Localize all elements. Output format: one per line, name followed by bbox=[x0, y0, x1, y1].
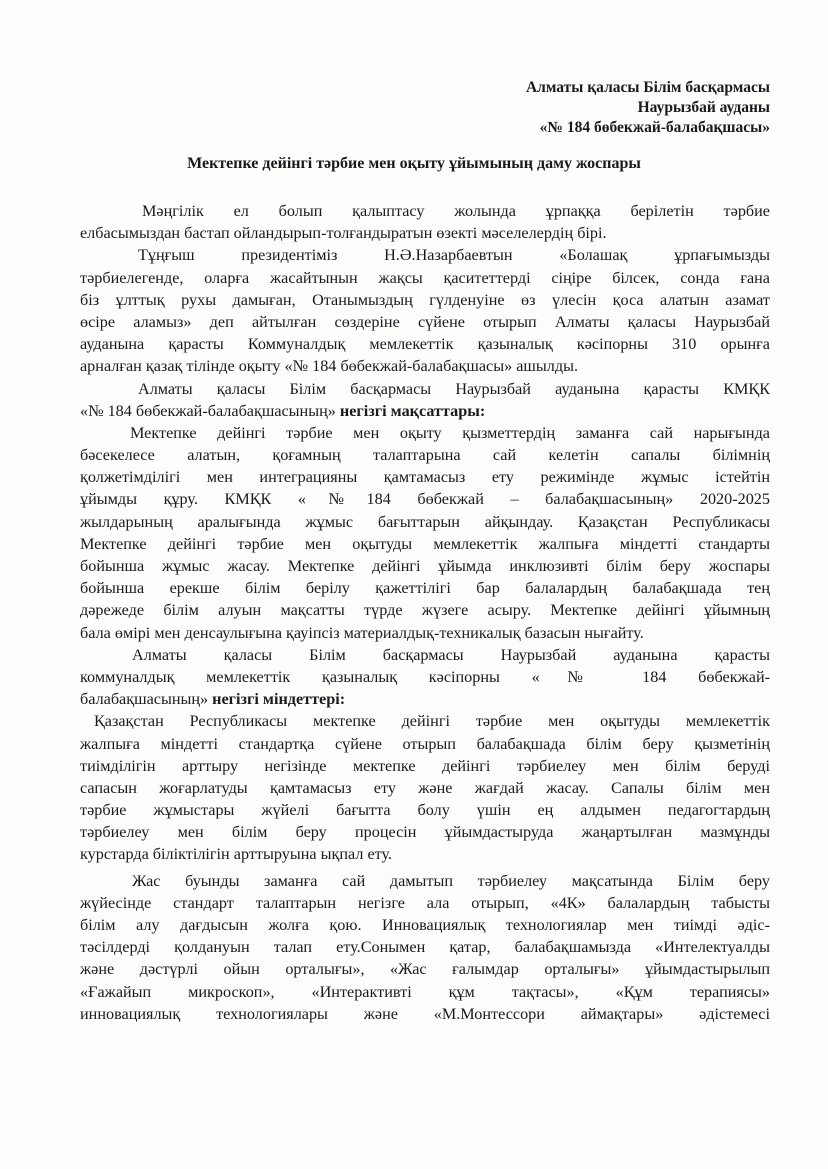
text-line: елбасымыздан бастап ойландырып-толғандыратын өзекті мәселелердің бірі. bbox=[80, 224, 607, 243]
text-line: Тұңғыш президентіміз Н.Ә.Назарбаевтын «Болашақ ұрпағымызды bbox=[138, 246, 770, 265]
text-line: Мектепке дейінгі тәрбие мен оқытуды мемлекеттік жалпыға міндетті стандарты bbox=[80, 534, 770, 553]
text-line: сапасын жоғарлатуды қамтамасыз ету және жағдай жасау. Сапалы білім мен bbox=[80, 778, 770, 797]
text-line: біз ұлттық рухы дамыған, Отанымыздың гүлденуіне өз үлесін қоса алатын азамат bbox=[80, 290, 770, 309]
text-line: Қазақстан Республикасы мектепке дейінгі тәрбие мен оқытуды мемлекеттік bbox=[94, 712, 770, 731]
text-line: Мектепке дейінгі тәрбие мен оқыту қызметтердің заманға сай нарығында bbox=[130, 423, 770, 442]
text-line: бойынша жұмыс жасау. Мектепке дейінгі ұйымда инклюзивті білім беру жоспары bbox=[80, 557, 770, 575]
section-heading-tasks: негізгі міндеттері: bbox=[212, 690, 346, 709]
text-line: Алматы қаласы Білім басқармасы Наурызбай ауданына қарасты bbox=[132, 645, 770, 664]
text-line: ауданына қарасты Коммуналдық мемлекеттік қазыналық кәсіпорны 310 орынға bbox=[80, 335, 770, 354]
text-line: бәсекелесе алатын, қоғамның талаптарына сай келетін сапалы білімнің bbox=[80, 446, 770, 465]
text-span: балабақшасының» bbox=[80, 690, 209, 709]
text-line: тәрбиелеу мен білім беру процесін ұйымдастыруда жаңартылған мазмұнды bbox=[80, 823, 770, 842]
text-line: «Ғажайып микроскоп», «Интерактивті құм тақтасы», «Құм терапиясы» bbox=[80, 982, 770, 1001]
text-line: арналған қазақ тілінде оқыту «№ 184 бөбекжай-балабақшасы» ашылды. bbox=[80, 357, 578, 376]
text-line: Жас буынды заманға сай дамытып тәрбиелеу мақсатында Білім беру bbox=[132, 871, 770, 890]
text-line: қолжетімділігі мен интеграцияны қамтамасыз ету режимінде жұмыс істейтін bbox=[80, 468, 770, 487]
text-line: коммуналдық мемлекеттік қазыналық кәсіпорны «№ 184 бөбекжай- bbox=[80, 667, 770, 686]
document-title: Мектепке дейінгі тәрбие мен оқыту ұйымының даму жоспары bbox=[187, 155, 641, 172]
text-line: инновациялық технологиялары және «М.Монтессори аймақтары» әдістемесі bbox=[80, 1004, 770, 1023]
text-line: жалпыға міндетті стандартқа сүйене отырып балабақшада білім беру қызметінің bbox=[80, 734, 770, 753]
text-line: бала өмірі мен денсаулығына қауіпсіз материалдық-техникалық базасын нығайту. bbox=[80, 623, 644, 642]
text-line: курстарда біліктілігін арттыруына ықпал ету. bbox=[80, 845, 393, 864]
text-line: білім алу дағдысын жолға қою. Инновациялық технологиялар мен тиімді әдіс- bbox=[80, 916, 770, 934]
text-line: жылдарының аралығында жұмыс бағыттарын айқындау. Қазақстан Республикасы bbox=[80, 512, 770, 531]
header-organization: Алматы қаласы Білім басқармасы bbox=[525, 79, 770, 96]
document-body bbox=[80, 200, 770, 1025]
text-line: тиімділігін арттыру негізінде мектепке дейінгі тәрбиелеу мен білім беруді bbox=[80, 756, 770, 775]
document-header bbox=[526, 78, 770, 138]
text-line: жүйесінде стандарт талаптарын негізге ала отырып, «4К» балалардың табысты bbox=[80, 893, 770, 912]
text-span: «№ 184 бөбекжай-балабақшасының» bbox=[80, 401, 336, 420]
text-line: ұйымды құру. КМҚК «№184 бөбекжай – балабақшасының» 2020-2025 bbox=[80, 490, 770, 509]
text-line: Мәңгілік ел болып қалыптасу жолында ұрпаққа берілетін тәрбие bbox=[142, 202, 770, 220]
text-line: өсіре аламыз» деп айтылған сөздеріне сүйене отырып Алматы қаласы Наурызбай bbox=[80, 312, 770, 331]
text-line: дәрежеде білім алуын мақсатты түрде жүзеге асыру. Мектепке дейінгі ұйымның bbox=[80, 601, 770, 620]
header-kindergarten: «№ 184 бөбекжай-балабақшасы» bbox=[539, 119, 770, 136]
text-line bbox=[80, 688, 770, 710]
text-line: бойынша ерекше білім берілу қажеттілігі бар балалардың балабақшада тең bbox=[80, 579, 770, 598]
header-district: Наурызбай ауданы bbox=[637, 99, 770, 116]
text-line: Алматы қаласы Білім басқармасы Наурызбай ауданына қарасты КМҚК bbox=[138, 379, 770, 398]
text-line: тәсілдерді қолдануын талап ету.Сонымен қатар, балабақшамызда «Интелектуалды bbox=[80, 938, 770, 957]
text-line bbox=[80, 400, 770, 422]
text-line: тәрбие жұмыстары жүйелі бағытта болу үшін ең алдымен педагогтардың bbox=[80, 801, 770, 820]
section-heading-goals: негізгі мақсаттары: bbox=[339, 401, 486, 420]
text-line: және дәстүрлі ойын орталығы», «Жас ғалымдар орталығы» ұйымдастырылып bbox=[80, 960, 770, 979]
text-line: тәрбиелегенде, оларға жасайтынын жақсы қаситеттерді сіңіре білсек, сонда ғана bbox=[80, 268, 770, 287]
